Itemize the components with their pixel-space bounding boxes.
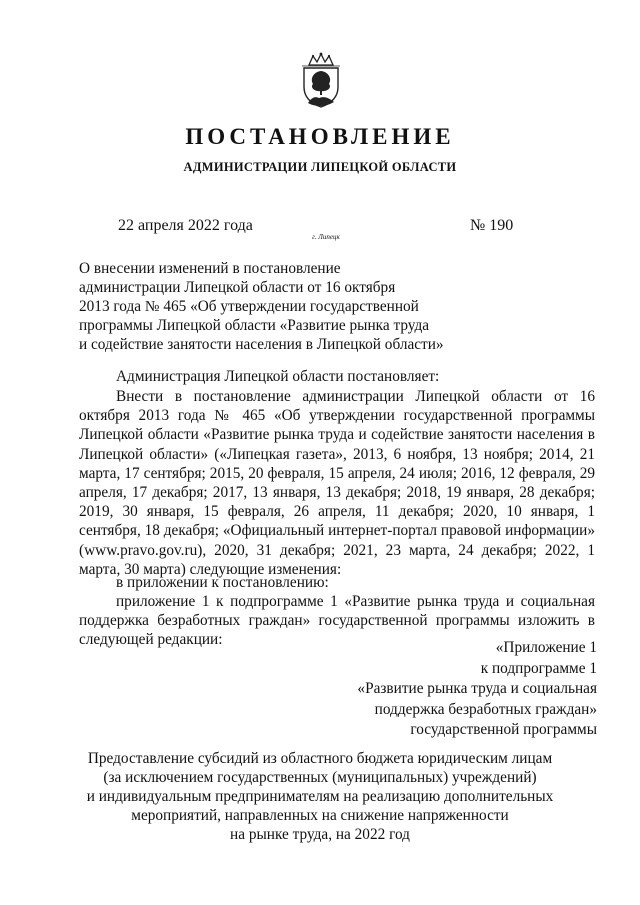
subject-line: программы Липецкой области «Развитие рынка труда xyxy=(79,317,430,334)
appendix-line: государственной программы xyxy=(410,721,597,738)
document-number: № 190 xyxy=(470,217,514,234)
body-paragraph-2: в приложении к постановлению: xyxy=(116,574,329,591)
heading-line: мероприятий, направленных на снижение напряженности xyxy=(131,807,509,824)
appendix-line: «Развитие рынка труда и социальная xyxy=(357,680,597,697)
heading-line: и индивидуальным предпринимателям на реализацию дополнительных xyxy=(86,788,554,805)
heading-line: на рынке труда, на 2022 год xyxy=(230,826,410,843)
document-subject xyxy=(79,259,479,354)
subject-line: и содействие занятости населения в Липецкой области» xyxy=(79,336,444,353)
intro-paragraph: Администрация Липецкой области постановляет: xyxy=(116,368,440,385)
document-subtitle: АДМИНИСТРАЦИИ ЛИПЕЦКОЙ ОБЛАСТИ xyxy=(183,160,457,174)
coat-of-arms-icon xyxy=(299,51,343,109)
body-paragraph-1: Внести в постановление администрации Липецкой области от 16 октября 2013 года № 465 «Об утверждении государственной программы Липецкой области «Развитие рынка труда и содействие занятости населения в Липецкой области» («Липецкая газета», 2013, 6 ноября, 13 ноября; 2014, 21 марта, 17 сентября; 2015, 20 февраля, 15 апреля, 24 июля; 2016, 12 февраля, 29 апреля, 17 декабря; 2017, 13 января, 13 декабря; 2018, 19 января, 28 декабря; 2019, 30 января, 15 февраля, 26 апреля, 11 декабря; 2020, 10 января, 1 сентября, 18 декабря; «Официальный интернет-портал правовой информации» (www.pravo.gov.ru), 2020, 31 декабря; 2021, 23 марта, 24 декабря; 2022, 1 марта, 30 марта) следующие изменения: xyxy=(79,388,595,578)
subject-line: администрации Липецкой области от 16 октября xyxy=(79,279,396,296)
body-paragraph-3: приложение 1 к подпрограмме 1 «Развитие рынка труда и социальная поддержка безработных граждан» государственной программы изложить в следующей редакции: xyxy=(79,593,595,649)
document-city: г. Липецк xyxy=(312,233,340,241)
section-heading xyxy=(60,749,580,844)
heading-line: (за исключением государственных (муниципальных) учреждений) xyxy=(103,769,537,786)
heading-line: Предоставление субсидий из областного бюджета юридическим лицам xyxy=(87,750,553,767)
subject-line: О внесении изменений в постановление xyxy=(79,260,341,277)
document-title: ПОСТАНОВЛЕНИЕ xyxy=(185,124,455,149)
document-date: 22 апреля 2022 года xyxy=(118,217,253,234)
subject-line: 2013 года № 465 «Об утверждении государственной xyxy=(79,298,419,315)
appendix-line: поддержка безработных граждан» xyxy=(374,700,597,718)
appendix-reference xyxy=(237,638,597,741)
appendix-line: «Приложение 1 xyxy=(495,639,597,656)
appendix-line: к подпрограмме 1 xyxy=(480,659,597,677)
